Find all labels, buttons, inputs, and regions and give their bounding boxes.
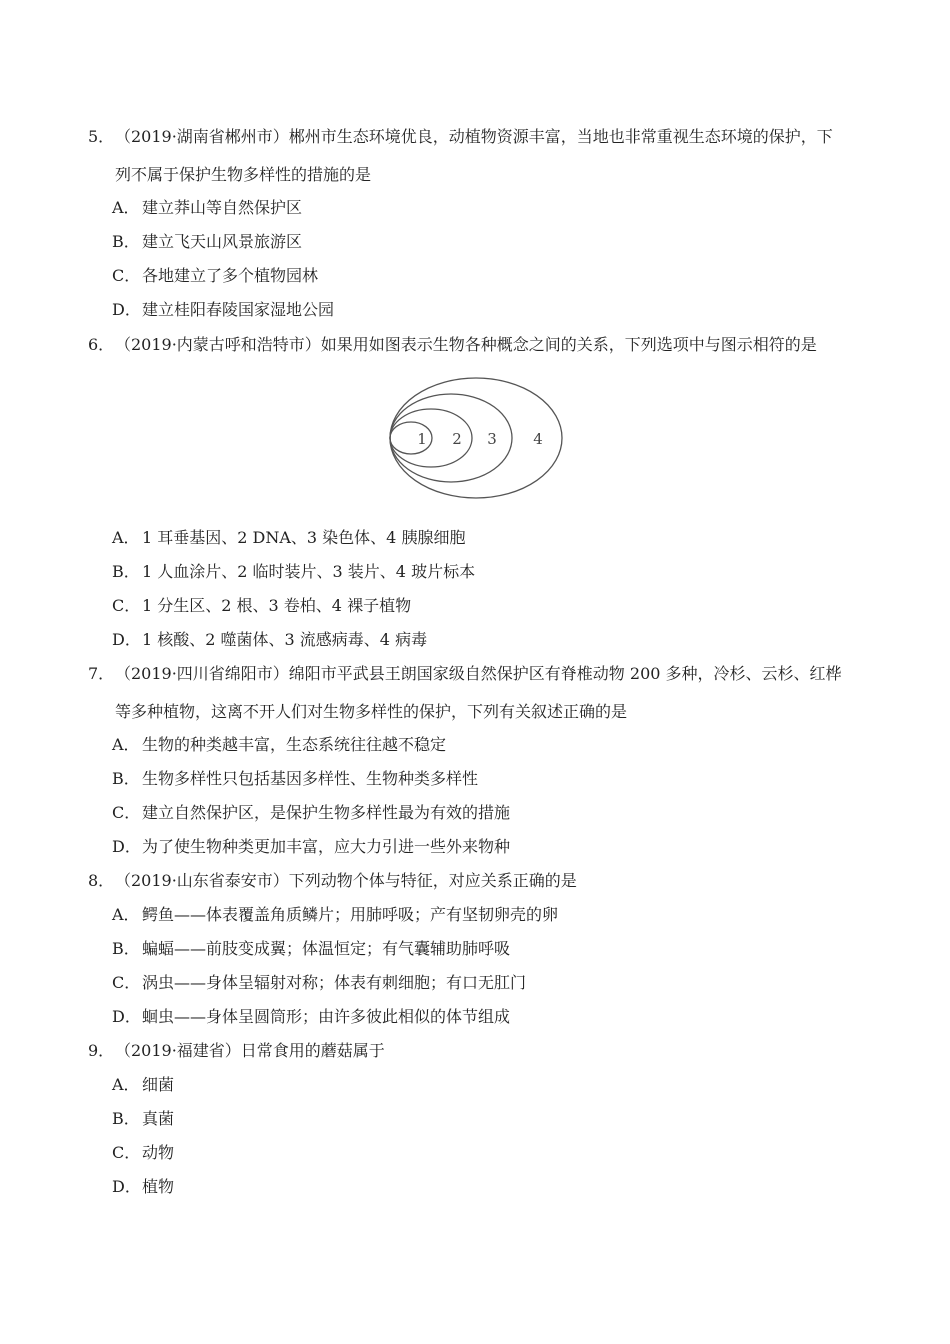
option-c: C． 1 分生区、2 根、3 卷柏、4 裸子植物 xyxy=(112,596,412,615)
option-b: B． 建立飞天山风景旅游区 xyxy=(112,232,303,251)
option-b: B． 真菌 xyxy=(112,1109,175,1128)
question-text-continued: 列不属于保护生物多样性的措施的是 xyxy=(115,165,372,184)
option-c: C． 动物 xyxy=(112,1143,175,1162)
question-text: （2019·山东省泰安市）下列动物个体与特征，对应关系正确的是 xyxy=(115,871,577,890)
option-a: A． 建立莽山等自然保护区 xyxy=(112,198,303,217)
nested-ellipses-diagram xyxy=(386,376,566,500)
option-c: C． 涡虫——身体呈辐射对称；体表有刺细胞；有口无肛门 xyxy=(112,973,527,992)
option-b: B． 蝙蝠——前肢变成翼；体温恒定；有气囊辅助肺呼吸 xyxy=(112,939,511,958)
question-text: （2019·湖南省郴州市）郴州市生态环境优良，动植物资源丰富，当地也非常重视生态环境的保护，下 xyxy=(115,127,833,146)
question-text-continued: 等多种植物，这离不开人们对生物多样性的保护，下列有关叙述正确的是 xyxy=(115,702,628,721)
ellipse-label-3: 3 xyxy=(487,430,497,448)
option-d: D．建立桂阳春陵国家湿地公园 xyxy=(112,300,335,319)
option-d: D．植物 xyxy=(112,1177,175,1196)
ellipse-label-4: 4 xyxy=(533,430,543,448)
option-a: A． 鳄鱼——体表覆盖角质鳞片；用肺呼吸；产有坚韧卵壳的卵 xyxy=(112,905,559,924)
ellipse-label-2: 2 xyxy=(452,430,462,448)
question-number: 8． xyxy=(88,871,115,890)
question-number: 5． xyxy=(88,127,115,146)
question-number: 7． xyxy=(88,664,115,683)
question-number: 9． xyxy=(88,1041,115,1060)
option-c: C． 各地建立了多个植物园林 xyxy=(112,266,319,285)
option-b: B． 生物多样性只包括基因多样性、生物种类多样性 xyxy=(112,769,479,788)
option-a: A． 细菌 xyxy=(112,1075,175,1094)
option-a: A． 生物的种类越丰富，生态系统往往越不稳定 xyxy=(112,735,447,754)
question-text: （2019·四川省绵阳市）绵阳市平武县王朗国家级自然保护区有脊椎动物 200 多种，冷杉、云杉、红桦 xyxy=(115,664,842,683)
question-text: （2019·福建省）日常食用的蘑菇属于 xyxy=(115,1041,385,1060)
question-number: 6． xyxy=(88,335,115,354)
question-text: （2019·内蒙古呼和浩特市）如果用如图表示生物各种概念之间的关系，下列选项中与图示相符的是 xyxy=(115,335,817,354)
option-d: D．为了使生物种类更加丰富，应大力引进一些外来物种 xyxy=(112,837,511,856)
option-a: A． 1 耳垂基因、2 DNA、3 染色体、4 胰腺细胞 xyxy=(112,528,466,547)
option-d: D．蛔虫——身体呈圆筒形；由许多彼此相似的体节组成 xyxy=(112,1007,511,1026)
option-d: D．1 核酸、2 噬菌体、3 流感病毒、4 病毒 xyxy=(112,630,428,649)
ellipse-label-1: 1 xyxy=(417,430,427,448)
option-b: B． 1 人血涂片、2 临时装片、3 装片、4 玻片标本 xyxy=(112,562,476,581)
option-c: C． 建立自然保护区，是保护生物多样性最为有效的措施 xyxy=(112,803,511,822)
